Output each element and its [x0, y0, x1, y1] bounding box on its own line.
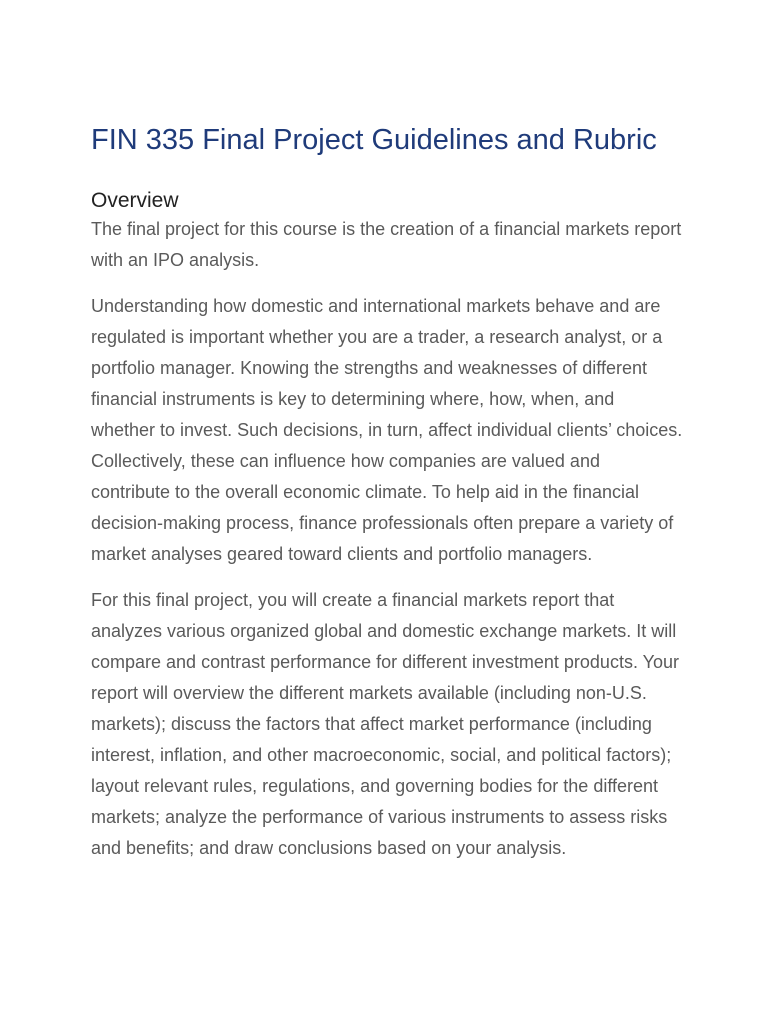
overview-paragraph-2: Understanding how domestic and international markets behave and are regulated is important whether you are a trader, a research analyst, or a portfolio manager. Knowing the strengths and weaknesses of different financial instruments is key to determining where, how, when, and whether to invest. Such decisions, in turn, affect individual clients’ choices. Collectively, these can influence how companies are valued and contribute to the overall economic climate. To help aid in the financial decision-making process, finance professionals often prepare a variety of market analyses geared toward clients and portfolio managers.	[91, 296, 683, 564]
section-heading-overview: Overview	[91, 189, 179, 212]
overview-paragraph-1: The final project for this course is the creation of a financial markets report with an IPO analysis.	[91, 219, 682, 270]
document-title: FIN 335 Final Project Guidelines and Rubric	[91, 124, 657, 156]
overview-paragraph-3: For this final project, you will create a financial markets report that analyzes various organized global and domestic exchange markets. It will compare and contrast performance for different investment products. Your report will overview the different markets available (including non-U.S. markets); discuss the factors that affect market performance (including interest, inflation, and other macroeconomic, social, and political factors); layout relevant rules, regulations, and governing bodies for the different markets; analyze the performance of various instruments to assess risks and benefits; and draw conclusions based on your analysis.	[91, 590, 679, 858]
document-content	[91, 120, 683, 879]
